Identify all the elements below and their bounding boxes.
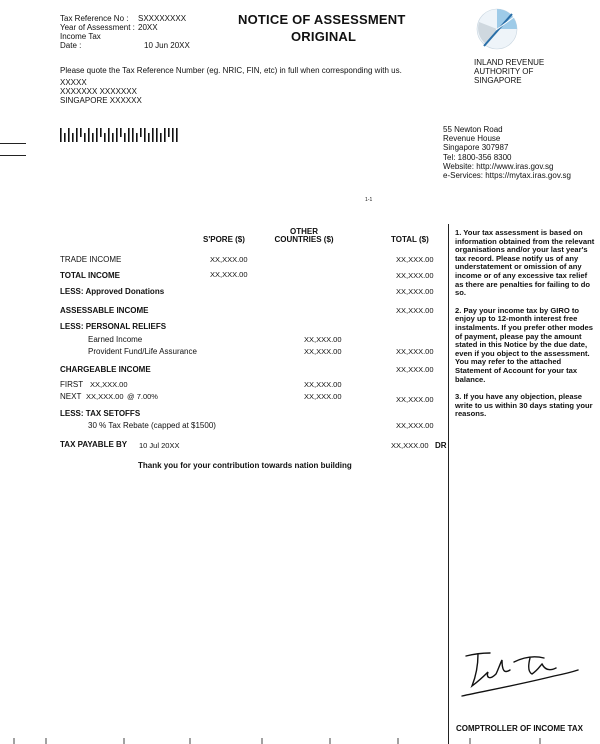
page-edge-marks <box>0 738 600 744</box>
fold-mark <box>0 155 26 156</box>
row-label: TAX PAYABLE BY <box>60 440 128 449</box>
signature-icon <box>460 650 580 700</box>
col-header-total: TOTAL ($) <box>391 235 429 244</box>
total-income-spore: XX,XXX.00 <box>210 270 248 279</box>
row-label: LESS: TAX SETOFFS <box>60 409 141 418</box>
tax-ref-value: SXXXXXXXX <box>138 14 187 23</box>
note-item: 3. If you have any objection, please write to us within 30 days stating your reasons. <box>455 392 593 419</box>
date-value: 10 Jun 20XX <box>144 41 190 50</box>
iras-name <box>474 58 544 85</box>
iras-address-line: Singapore 307987 <box>443 143 509 153</box>
row-label: NEXT <box>60 392 82 401</box>
next-other: XX,XXX.00 <box>304 392 342 401</box>
recipient-line: XXXXX <box>60 78 87 87</box>
iras-address-line: Revenue House <box>443 134 501 144</box>
tax-header-info <box>60 14 190 50</box>
col-header-other-line: OTHER <box>290 227 318 236</box>
note-item: 2. Pay your income tax by GIRO to enjoy up to 12-month interest free instalments. If you prefer other modes of payment, please pay the amount stated in this Notice by the due date, even if you object to the assessment. You may refer to the attached Statement of Account for your tax balance. <box>455 305 593 384</box>
col-header-other-line: COUNTRIES ($) <box>274 235 334 244</box>
cpf-other: XX,XXX.00 <box>304 347 342 356</box>
note-item: 1. Your tax assessment is based on information obtained from the relevant organisations and/or your last year's tax record. Please notify us of any understatement or omission of any income or of any excessive tax relief as there are penalties for failing to do so. <box>455 228 595 298</box>
first-amount: XX,XXX.00 <box>90 380 128 389</box>
comptroller-title: COMPTROLLER OF INCOME TAX <box>456 724 583 733</box>
notes-panel <box>455 229 595 428</box>
col-header-other <box>268 228 340 244</box>
row-label: CHARGEABLE INCOME <box>60 365 151 374</box>
next-amount: XX,XXX.00 <box>86 392 124 401</box>
iras-address <box>443 125 571 180</box>
row-label: TRADE INCOME <box>60 255 122 264</box>
iras-name-line: INLAND REVENUE <box>474 58 545 67</box>
row-label: FIRST <box>60 380 84 389</box>
thanks-message: Thank you for your contribution towards nation building <box>138 461 352 470</box>
col-header-spore: S'PORE ($) <box>203 235 245 244</box>
trade-income-spore: XX,XXX.00 <box>210 255 248 264</box>
iras-address-line: Website: http://www.iras.gov.sg <box>443 161 554 171</box>
row-label: Earned Income <box>88 335 143 344</box>
iras-address-line: Tel: 1800-356 8300 <box>443 152 512 162</box>
row-label: Provident Fund/Life Assurance <box>88 347 197 356</box>
row-label: TOTAL INCOME <box>60 271 120 280</box>
row-label: LESS: PERSONAL RELIEFS <box>60 322 167 331</box>
dr-indicator: DR <box>435 441 447 450</box>
row-label: 30 % Tax Rebate (capped at $1500) <box>88 421 216 430</box>
row-label: LESS: Approved Donations <box>60 287 165 296</box>
postal-barcode-icon <box>60 128 178 142</box>
ya-label: Year of Assessment : <box>60 23 135 32</box>
row-label: ASSESSABLE INCOME <box>60 306 149 315</box>
recipient-line: SINGAPORE XXXXXX <box>60 96 142 105</box>
recipient-line: XXXXXXX XXXXXXX <box>60 87 137 96</box>
donations-total: XX,XXX.00 <box>396 287 434 296</box>
notice-subtitle: ORIGINAL <box>291 29 357 44</box>
iras-name-line: SINGAPORE <box>474 76 522 85</box>
rebate-total: XX,XXX.00 <box>396 421 434 430</box>
notice-title: NOTICE OF ASSESSMENT <box>238 12 406 27</box>
tax-ref-label: Tax Reference No : <box>60 14 129 23</box>
iras-address-line: e-Services: https://mytax.iras.gov.sg <box>443 171 571 181</box>
total-income-total: XX,XXX.00 <box>396 271 434 280</box>
ya-value: 20XX <box>138 23 158 32</box>
trade-income-total: XX,XXX.00 <box>396 255 434 264</box>
iras-name-line: AUTHORITY OF <box>474 67 534 76</box>
recipient-address <box>60 78 142 105</box>
earned-other: XX,XXX.00 <box>304 335 342 344</box>
payable-total: XX,XXX.00 <box>391 441 429 450</box>
date-label: Date : <box>60 41 82 50</box>
first-other: XX,XXX.00 <box>304 380 342 389</box>
next-rate: @ 7.00% <box>127 392 158 401</box>
iras-address-line: 55 Newton Road <box>443 125 503 134</box>
chargeable-total: XX,XXX.00 <box>396 365 434 374</box>
payable-date: 10 Jul 20XX <box>139 441 180 450</box>
next-total: XX,XXX.00 <box>396 395 434 404</box>
page-code: 1-1 <box>365 197 373 203</box>
column-divider <box>448 224 449 744</box>
quote-instruction: Please quote the Tax Reference Number (eg. NRIC, FIN, etc) in full when corresponding with us. <box>60 66 402 75</box>
cpf-total: XX,XXX.00 <box>396 347 434 356</box>
income-tax-label: Income Tax <box>60 32 101 41</box>
iras-logo-icon <box>476 8 518 50</box>
fold-mark <box>0 143 26 144</box>
assessable-total: XX,XXX.00 <box>396 306 434 315</box>
